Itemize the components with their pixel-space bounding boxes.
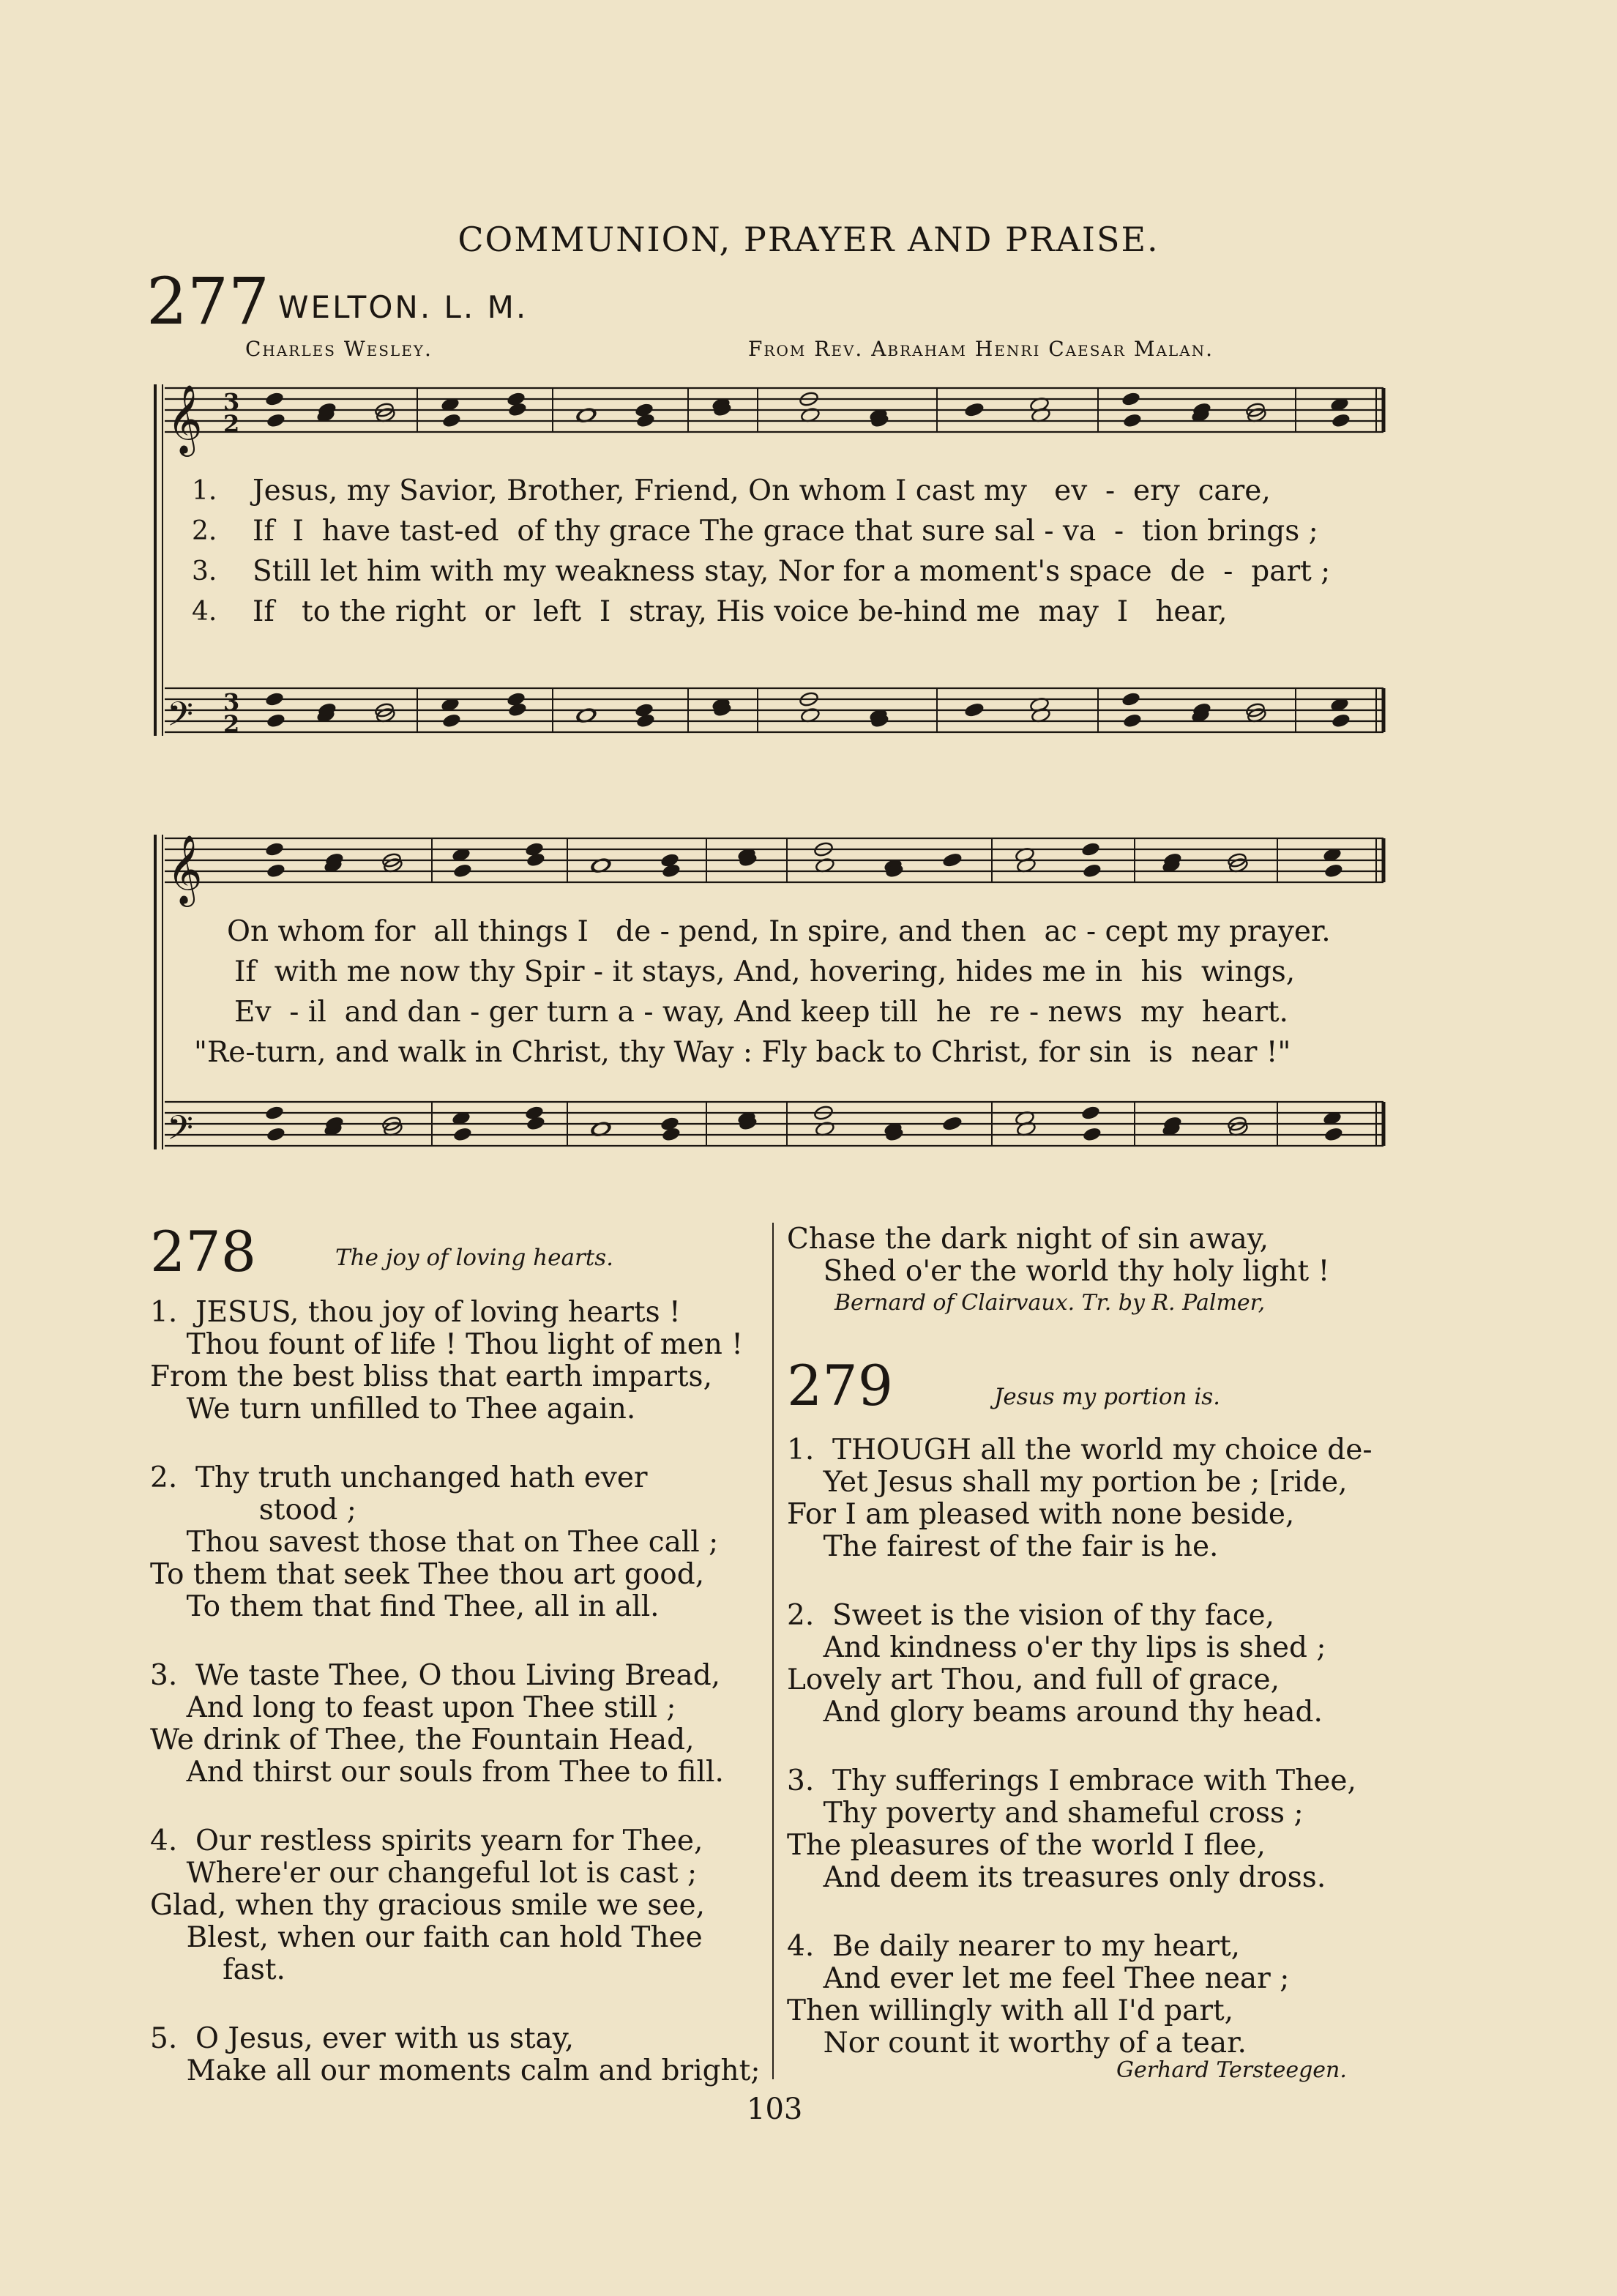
note-head (264, 691, 285, 707)
lyric-line: If with me now thy Spir - it stays, And, hovering, hides me in his wings, (234, 955, 1296, 988)
composer-credit: From Rev. Abraham Henri Caesar Malan. (748, 337, 1214, 361)
svg-text:𝄞: 𝄞 (167, 384, 203, 454)
note-head (264, 841, 285, 857)
hymn-278-subtitle: The joy of loving hearts. (335, 1245, 613, 1271)
running-head: COMMUNION, PRAYER AND PRAISE. (458, 220, 1159, 259)
poem-line: For I am pleased with none beside, (787, 1498, 1295, 1531)
poem-line: And glory beams around thy head. (787, 1696, 1323, 1729)
poem-line: The pleasures of the world I flee, (787, 1829, 1266, 1862)
poem-line: And long to feast upon Thee still ; (150, 1691, 676, 1724)
poem-line: And kindness o'er thy lips is shed ; (787, 1631, 1326, 1664)
hymn-279-attribution: Gerhard Tersteegen. (1116, 2057, 1347, 2083)
note-head (1080, 1105, 1101, 1121)
poem-line: We drink of Thee, the Fountain Head, (150, 1723, 695, 1756)
svg-text:3: 3 (223, 688, 240, 716)
tune-title: WELTON. L. M. (278, 289, 529, 325)
verse-number: 2. (192, 516, 217, 546)
note-head (1080, 841, 1101, 857)
poem-line: Thy poverty and shameful cross ; (787, 1797, 1304, 1830)
poem-line: And ever let me feel Thee near ; (787, 1962, 1290, 1995)
poem-line: And deem its treasures only dross. (787, 1861, 1326, 1894)
poem-line: We turn unfilled to Thee again. (150, 1393, 636, 1425)
svg-text:𝄢: 𝄢 (167, 1108, 194, 1156)
lyric-line: On whom for all things I de - pend, In spire, and then ac - cept my prayer. (227, 915, 1331, 948)
treble-staff-2 (165, 838, 1383, 882)
verse-number: 3. (192, 556, 217, 586)
svg-text:2: 2 (223, 410, 240, 438)
note-head (266, 862, 286, 879)
poem-line: Where'er our changeful lot is cast ; (150, 1857, 698, 1890)
poem-line: 4. Our restless spirits yearn for Thee, (150, 1824, 703, 1857)
poem-line: Shed o'er the world thy holy light ! (787, 1255, 1330, 1288)
note-head (1082, 862, 1102, 879)
poem-line: 2. Thy truth unchanged hath ever (150, 1461, 648, 1494)
hymn-279-number: 279 (787, 1353, 894, 1418)
note-head (441, 412, 462, 428)
poem-line: 5. O Jesus, ever with us stay, (150, 2022, 575, 2055)
poem-line: Make all our moments calm and bright; (150, 2054, 761, 2087)
svg-text:2: 2 (223, 710, 240, 738)
author-credit: Charles Wesley. (245, 337, 433, 361)
poem-line: Then willingly with all I'd part, (787, 1994, 1234, 2027)
poem-line: Thou fount of life ! Thou light of men ! (150, 1328, 743, 1361)
page-number: 103 (747, 2092, 803, 2126)
hymn-277-number: 277 (146, 264, 269, 339)
poem-line: From the best bliss that earth imparts, (150, 1360, 712, 1393)
hymn-278-attribution: Bernard of Clairvaux. Tr. by R. Palmer, (834, 1290, 1266, 1316)
poem-line: Thou savest those that on Thee call ; (150, 1526, 719, 1559)
note-head (266, 1126, 286, 1142)
poem-line: To them that find Thee, all in all. (150, 1590, 660, 1623)
bass-staff-2 (165, 1102, 1383, 1146)
poem-line: 1. JESUS, thou joy of loving hearts ! (150, 1296, 681, 1329)
note-head (264, 1105, 285, 1121)
note-head (1323, 1126, 1344, 1142)
note-head (266, 412, 286, 428)
poem-line: Chase the dark night of sin away, (787, 1223, 1269, 1256)
verse-number: 4. (192, 597, 217, 627)
note-head (1331, 712, 1351, 728)
poem-line: fast. (150, 1953, 285, 1986)
poem-line: 2. Sweet is the vision of thy face, (787, 1599, 1275, 1632)
poem-line: Nor count it worthy of a tear. (787, 2027, 1247, 2060)
poem-line: Blest, when our faith can hold Thee (150, 1921, 703, 1954)
lyric-line: Jesus, my Savior, Brother, Friend, On whom I cast my ev - ery care, (253, 474, 1271, 507)
verse-number: 1. (192, 476, 217, 506)
note-head (264, 391, 285, 407)
lyric-line: "Re-turn, and walk in Christ, thy Way : Fly back to Christ, for sin is near !" (194, 1036, 1291, 1069)
poem-line: And thirst our souls from Thee to fill. (150, 1756, 724, 1789)
poem-line: The fairest of the fair is he. (787, 1530, 1219, 1563)
hymn-279-subtitle: Jesus my portion is. (994, 1384, 1221, 1410)
note-head (1121, 391, 1141, 407)
poem-line: stood ; (150, 1494, 356, 1527)
poem-line: Yet Jesus shall my portion be ; [ride, (787, 1466, 1348, 1499)
lyric-line: If to the right or left I stray, His voice be-hind me may I hear, (253, 595, 1228, 628)
svg-text:𝄢: 𝄢 (167, 695, 194, 742)
poem-line: 3. We taste Thee, O thou Living Bread, (150, 1659, 721, 1692)
hymn-278-number: 278 (150, 1219, 257, 1284)
poem-line: 1. THOUGH all the world my choice de- (787, 1434, 1373, 1466)
lyric-line: Ev - il and dan - ger turn a - way, And keep till he re - news my heart. (234, 996, 1288, 1029)
note-head (441, 712, 462, 728)
poem-line: Lovely art Thou, and full of grace, (787, 1663, 1280, 1696)
note-head (452, 1126, 473, 1142)
note-head (452, 862, 473, 879)
note-head (1122, 412, 1143, 428)
note-head (1082, 1126, 1102, 1142)
poem-line: 4. Be daily nearer to my heart, (787, 1930, 1241, 1963)
svg-text:3: 3 (223, 388, 240, 416)
note-head (266, 712, 286, 728)
note-head (1122, 712, 1143, 728)
column-divider (772, 1223, 774, 2079)
note-head (1121, 691, 1141, 707)
note-head (1323, 862, 1344, 879)
lyric-line: Still let him with my weakness stay, Nor for a moment's space de - part ; (253, 555, 1331, 588)
poem-line: To them that seek Thee thou art good, (150, 1558, 705, 1591)
note-head (1331, 412, 1351, 428)
svg-text:𝄞: 𝄞 (167, 835, 203, 904)
poem-line: 3. Thy sufferings I embrace with Thee, (787, 1764, 1356, 1797)
poem-line: Glad, when thy gracious smile we see, (150, 1889, 705, 1922)
lyric-line: If I have tast-ed of thy grace The grace that sure sal - va - tion brings ; (253, 515, 1318, 548)
